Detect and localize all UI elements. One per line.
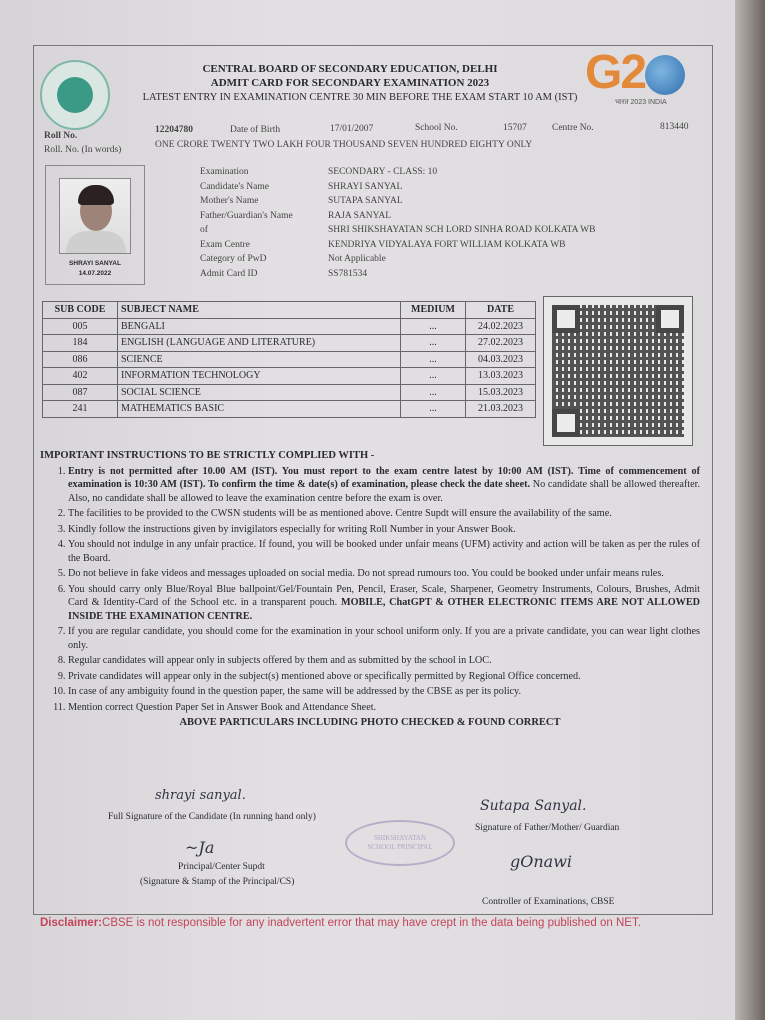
detail-label: Mother's Name: [200, 196, 259, 206]
instruction-item: 10. In case of any ambiguity found in the question paper, the same will be addressed by the CBSE as per its policy.: [68, 685, 700, 699]
centre-label: Centre No.: [552, 123, 594, 133]
candidate-photo: [45, 165, 145, 285]
controller-signature-icon: gOnawi: [510, 852, 573, 871]
instruction-item: 9. Private candidates will appear only in the subject(s) mentioned above or specifically permitted by Regional Office concerned.: [68, 670, 700, 684]
board-name: CENTRAL BOARD OF SECONDARY EDUCATION, DELHI: [202, 63, 498, 75]
instruction-item: 7. If you are regular candidate, you should come for the examination in your school uniform only. If you are a private candidate, you can wear light clothes only.: [68, 625, 700, 652]
detail-label: Category of PwD: [200, 254, 267, 264]
subjects-table: [42, 301, 536, 418]
detail-label: Admit Card ID: [200, 268, 258, 279]
col-sub-code: SUB CODE: [43, 302, 118, 319]
principal-signature-icon: ~Ja: [185, 838, 215, 857]
school-number: 15707: [503, 123, 527, 133]
instruction-item: 2. The facilities to be provided to the CWSN students will be as mentioned above. Centre Supdt will ensure the availability of the same.: [68, 507, 700, 521]
dob-value: 17/01/2007: [330, 124, 374, 134]
subject-name-cell: SCIENCE: [118, 351, 401, 368]
detail-label: Candidate's Name: [200, 181, 269, 192]
subject-name-cell: BENGALI: [118, 318, 401, 335]
subject-name-cell: INFORMATION TECHNOLOGY: [118, 368, 401, 385]
sub-code-cell: 005: [43, 318, 118, 335]
detail-value: Not Applicable: [328, 254, 386, 264]
table-header-row: [43, 302, 536, 319]
instruction-item: 3. Kindly follow the instructions given by invigilators especially for writing Roll Number in your Answer Book.: [68, 523, 700, 537]
subject-name-cell: ENGLISH (LANGUAGE AND LITERATURE): [118, 335, 401, 352]
date-cell: 13.03.2023: [466, 368, 536, 385]
instruction-item: 4. You should not indulge in any unfair practice. If found, you will be booked under unfair means (UFM) activity and action will be taken as per the rules of the Board.: [68, 538, 700, 565]
date-cell: 21.03.2023: [466, 401, 536, 418]
table-row: [43, 318, 536, 335]
centre-number: 813440: [660, 122, 689, 132]
dob-label: Date of Birth: [230, 125, 281, 135]
medium-cell: ...: [401, 318, 466, 335]
sub-code-cell: 184: [43, 335, 118, 352]
detail-label: of: [200, 225, 208, 235]
date-cell: 15.03.2023: [466, 384, 536, 401]
detail-label: Examination: [200, 167, 249, 177]
instruction-item: 1. Entry is not permitted after 10.00 AM (IST). You must report to the exam centre latest by 10:00 AM (IST). Time of commencement of examination is 10:30 AM (IST). To confirm the time & date(s) of examination, please check the date sheet. No candidate shall be allowed thereafter. Also, no candidate shall be allowed to leave the examination centre before the exam is over.: [68, 465, 700, 506]
detail-value: RAJA SANYAL: [328, 210, 392, 221]
col-subject-name: SUBJECT NAME: [118, 302, 401, 319]
medium-cell: ...: [401, 368, 466, 385]
sub-code-cell: 402: [43, 368, 118, 385]
roll-words: ONE CRORE TWENTY TWO LAKH FOUR THOUSAND SEVEN HUNDRED EIGHTY ONLY: [155, 140, 533, 150]
medium-cell: ...: [401, 384, 466, 401]
detail-label: Exam Centre: [200, 239, 250, 250]
roll-words-label: Roll. No. (In words): [44, 145, 122, 155]
instruction-item: 8. Regular candidates will appear only in subjects offered by them and as submitted by the school in LOC.: [68, 654, 700, 668]
principal-stamp-label: (Signature & Stamp of the Principal/CS): [140, 877, 295, 887]
table-row: [43, 401, 536, 418]
detail-value: SS781534: [328, 268, 368, 279]
detail-label: Father/Guardian's Name: [200, 210, 293, 221]
g20-logo-icon: G2: [585, 45, 685, 100]
instructions: [40, 449, 700, 730]
candidate-signature-label: Full Signature of the Candidate (In running hand only): [108, 812, 316, 822]
sub-code-cell: 241: [43, 401, 118, 418]
disclaimer: Disclaimer:CBSE is not responsible for any inadvertent error that may have crept in the data being published on NET.: [40, 917, 641, 929]
photo-name: SHRAYI SANYAL: [69, 260, 121, 267]
date-cell: 27.02.2023: [466, 335, 536, 352]
principal-label: Principal/Center Supdt: [178, 862, 265, 872]
subject-name-cell: SOCIAL SCIENCE: [118, 384, 401, 401]
candidate-details: [200, 165, 595, 281]
date-cell: 24.02.2023: [466, 318, 536, 335]
subject-name-cell: MATHEMATICS BASIC: [118, 401, 401, 418]
school-stamp: SHIKSHAYATAN SCHOOL PRINCIPAL: [345, 820, 455, 866]
g20-subtitle: भारत 2023 INDIA: [615, 99, 667, 106]
qr-code: [543, 296, 693, 446]
photo-date: 14.07.2022: [78, 270, 112, 277]
confirmation-text: ABOVE PARTICULARS INCLUDING PHOTO CHECKED & FOUND CORRECT: [179, 717, 561, 728]
sub-code-cell: 086: [43, 351, 118, 368]
background-edge: [735, 0, 765, 1020]
controller-label: Controller of Examinations, CBSE: [482, 897, 615, 907]
table-row: [43, 351, 536, 368]
roll-label: Roll No.: [44, 131, 78, 141]
detail-value: KENDRIYA VIDYALAYA FORT WILLIAM KOLKATA WB: [328, 239, 566, 250]
medium-cell: ...: [401, 351, 466, 368]
detail-value: SECONDARY - CLASS: 10: [328, 167, 438, 177]
school-label: School No.: [415, 123, 458, 133]
admit-card-title: ADMIT CARD FOR SECONDARY EXAMINATION 2023: [210, 77, 490, 89]
parent-signature-label: Signature of Father/Mother/ Guardian: [475, 823, 620, 833]
instructions-heading: IMPORTANT INSTRUCTIONS TO BE STRICTLY COMPLIED WITH -: [40, 450, 375, 461]
candidate-signature: shrayi sanyal.: [155, 788, 246, 803]
parent-signature: Sutapa Sanyal.: [480, 798, 587, 814]
table-row: [43, 384, 536, 401]
col-date: DATE: [466, 302, 536, 319]
entry-note: LATEST ENTRY IN EXAMINATION CENTRE 30 MIN BEFORE THE EXAM START 10 AM (IST): [142, 92, 578, 103]
detail-value: SHRI SHIKSHAYATAN SCH LORD SINHA ROAD KOLKATA WB: [328, 225, 596, 235]
medium-cell: ...: [401, 335, 466, 352]
sub-code-cell: 087: [43, 384, 118, 401]
roll-number: 12204780: [155, 125, 193, 135]
detail-value: SHRAYI SANYAL: [328, 181, 403, 192]
instruction-item: 11. Mention correct Question Paper Set in Answer Book and Attendance Sheet.: [68, 701, 700, 715]
medium-cell: ...: [401, 401, 466, 418]
instruction-item: 5. Do not believe in fake videos and messages uploaded on social media. Do not spread rumours too. You could be booked under unfair means rules.: [68, 567, 700, 581]
instruction-item: 6. You should carry only Blue/Royal Blue ballpoint/Gel/Fountain Pen, Pencil, Eraser, Scale, Sharpener, Geometry Instruments, Colours, Brushes, Admit Card & Identity-Card of the School etc. in a transparent pouch. MOBILE, ChatGPT & OTHER ELECTRONIC ITEMS ARE NOT ALLOWED INSIDE THE EXAMINATION CENTRE.: [68, 583, 700, 624]
table-row: [43, 335, 536, 352]
detail-value: SUTAPA SANYAL: [328, 196, 403, 206]
table-row: [43, 368, 536, 385]
date-cell: 04.03.2023: [466, 351, 536, 368]
col-medium: MEDIUM: [401, 302, 466, 319]
